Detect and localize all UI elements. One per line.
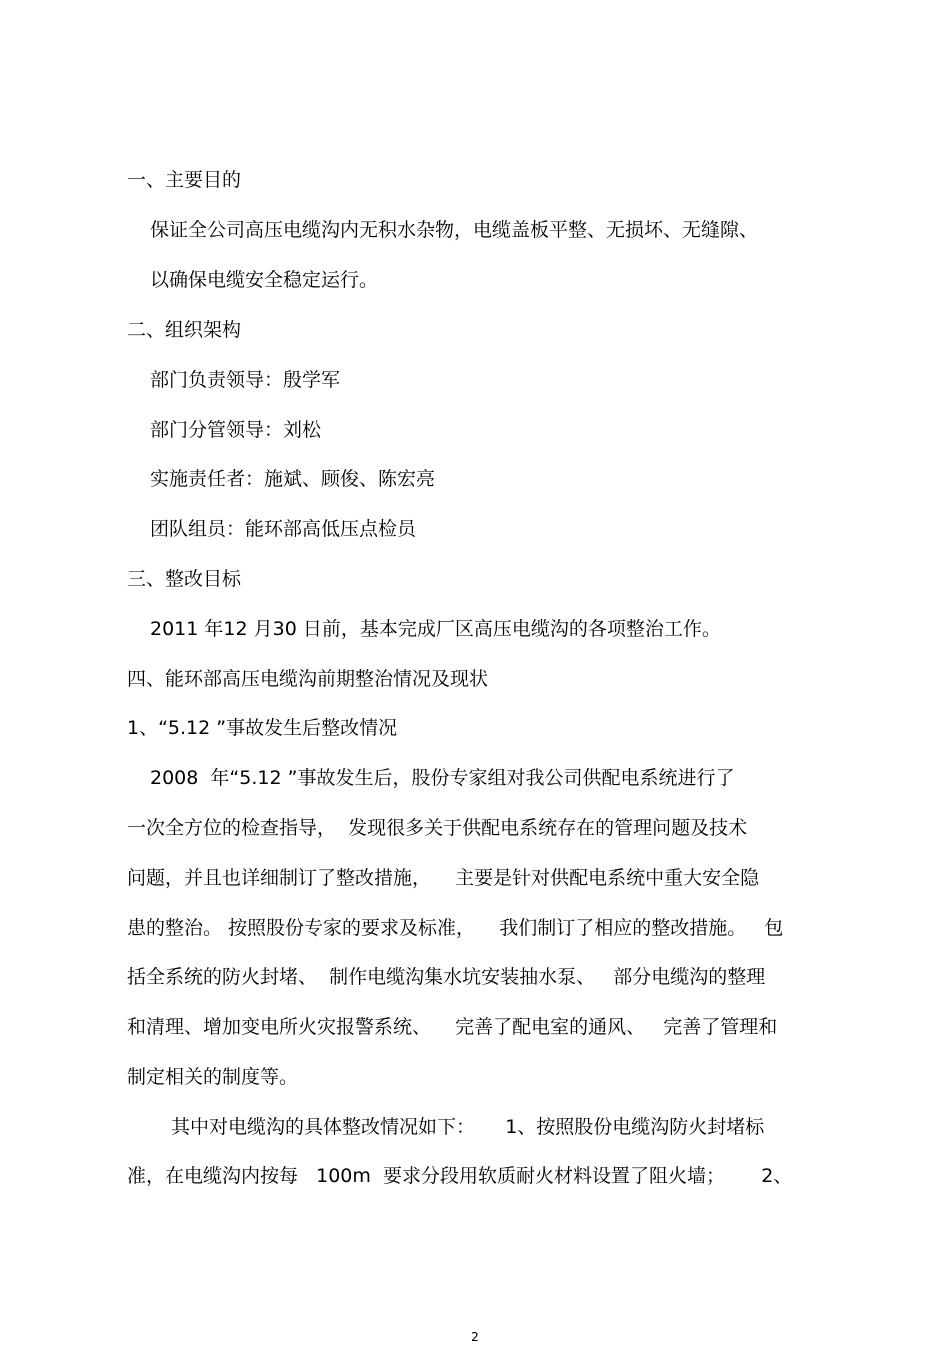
paragraph-line: 患的整治。 按照股份专家的要求及标准， 我们制订了相应的整改措施。 包	[127, 917, 784, 939]
paragraph-line: 准，在电缆沟内按每 100m 要求分段用软质耐火材料设置了阻火墙； 2、	[127, 1165, 793, 1187]
paragraph-line: 一次全方位的检查指导， 发现很多关于供配电系统存在的管理问题及技术	[127, 817, 748, 839]
subsection-heading-512-incident: 1、“5.12 ”事故发生后整改情况	[127, 717, 398, 739]
paragraph-line: 其中对电缆沟的具体整改情况如下： 1、按照股份电缆沟防火封堵标	[171, 1116, 765, 1138]
paragraph-line: 制定相关的制度等。	[127, 1066, 299, 1088]
paragraph-line: 问题，并且也详细制订了整改措施， 主要是针对供配电系统中重大安全隐	[127, 867, 760, 889]
goal-text-line: 2011 年12 月30 日前，基本完成厂区高压电缆沟的各项整治工作。	[150, 618, 721, 640]
paragraph-line: 和清理、增加变电所火灾报警系统、 完善了配电室的通风、 完善了管理和	[127, 1016, 778, 1038]
page-number: 2	[471, 1330, 479, 1344]
section-heading-rectification-goal: 三、整改目标	[127, 568, 242, 590]
section-heading-main-purpose: 一、主要目的	[127, 169, 242, 191]
org-team-members: 团队组员：能环部高低压点检员	[150, 518, 417, 540]
section-heading-organization: 二、组织架构	[127, 319, 242, 341]
purpose-text-line: 保证全公司高压电缆沟内无积水杂物，电缆盖板平整、无损坏、无缝隙、	[150, 219, 759, 241]
paragraph-line: 2008 年“5.12 ”事故发生后，股份专家组对我公司供配电系统进行了	[150, 767, 735, 789]
org-implementers: 实施责任者：施斌、顾俊、陈宏亮	[150, 468, 436, 490]
org-department-supervisor: 部门分管领导：刘松	[150, 419, 322, 441]
org-department-lead: 部门负责领导：殷学军	[150, 369, 341, 391]
purpose-text-line: 以确保电缆安全稳定运行。	[150, 269, 379, 291]
section-heading-status: 四、能环部高压电缆沟前期整治情况及现状	[127, 668, 489, 690]
paragraph-line: 括全系统的防火封堵、 制作电缆沟集水坑安装抽水泵、 部分电缆沟的整理	[127, 966, 766, 988]
